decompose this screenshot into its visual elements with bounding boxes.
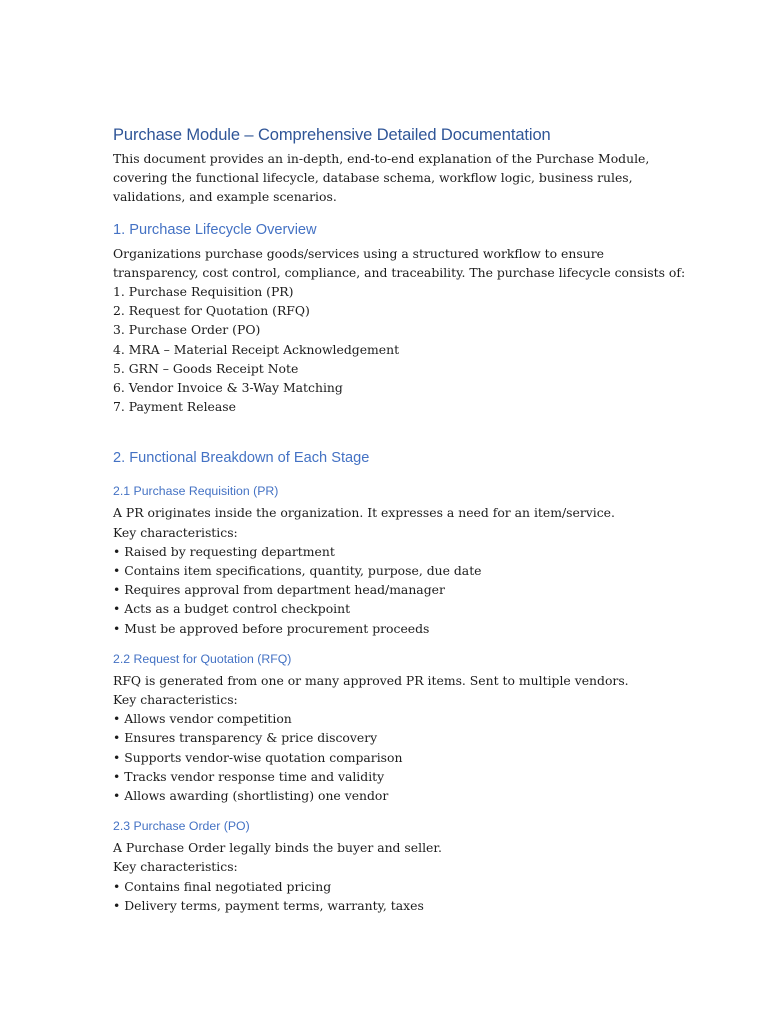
lifecycle-body: [113, 244, 686, 417]
list-item: 4. MRA – Material Receipt Acknowledgement: [113, 341, 400, 357]
bullet-item: • Must be approved before procurement proceeds: [113, 620, 430, 636]
bullet-item: • Delivery terms, payment terms, warranty, taxes: [113, 897, 424, 913]
list-item: 7. Payment Release: [113, 399, 236, 415]
intro-line: This document provides an in-depth, end-to-end explanation of the Purchase Module,: [113, 151, 650, 166]
bullet-item: • Contains item specifications, quantity, purpose, due date: [113, 563, 482, 579]
section-heading-lifecycle: 1. Purchase Lifecycle Overview: [113, 221, 317, 238]
list-item: 3. Purchase Order (PO): [113, 322, 261, 338]
body-line: A PR originates inside the organization. It expresses a need for an item/service.: [113, 505, 615, 521]
bullet-item: • Contains final negotiated pricing: [113, 878, 332, 894]
bullet-item: • Ensures transparency & price discovery: [113, 730, 378, 746]
bullet-item: • Tracks vendor response time and validity: [113, 768, 385, 784]
list-item: 6. Vendor Invoice & 3-Way Matching: [113, 380, 343, 396]
subsection-heading-rfq: 2.2 Request for Quotation (RFQ): [113, 651, 292, 666]
bullet-item: • Requires approval from department head/manager: [113, 582, 445, 598]
document-title: Purchase Module – Comprehensive Detailed Documentation: [113, 126, 551, 144]
section-heading-functional-breakdown: 2. Functional Breakdown of Each Stage: [113, 450, 370, 467]
bullet-item: • Raised by requesting department: [113, 543, 335, 559]
intro-paragraph: [113, 149, 673, 207]
bullet-item: • Supports vendor-wise quotation comparison: [113, 749, 403, 765]
body-line: RFQ is generated from one or many approved PR items. Sent to multiple vendors.: [113, 672, 629, 688]
intro-line: covering the functional lifecycle, database schema, workflow logic, business rules,: [113, 170, 633, 186]
subsection-heading-pr: 2.1 Purchase Requisition (PR): [113, 484, 279, 499]
body-line: transparency, cost control, compliance, and traceability. The purchase lifecycle consists of:: [113, 264, 686, 280]
list-item: 2. Request for Quotation (RFQ): [113, 303, 310, 319]
document-page: [113, 124, 686, 915]
body-line: Key characteristics:: [113, 524, 238, 540]
body-line: A Purchase Order legally binds the buyer and seller.: [113, 840, 442, 856]
body-line: Organizations purchase goods/services using a structured workflow to ensure: [113, 245, 604, 261]
intro-line: validations, and example scenarios.: [113, 189, 337, 205]
list-item: 1. Purchase Requisition (PR): [113, 284, 294, 300]
bullet-item: • Allows vendor competition: [113, 711, 292, 727]
subsection-heading-po: 2.3 Purchase Order (PO): [113, 819, 250, 834]
bullet-item: • Acts as a budget control checkpoint: [113, 601, 351, 617]
rfq-body: [113, 671, 673, 805]
body-line: Key characteristics:: [113, 692, 238, 708]
bullet-item: • Allows awarding (shortlisting) one vendor: [113, 788, 389, 804]
body-line: Key characteristics:: [113, 859, 238, 875]
list-item: 5. GRN – Goods Receipt Note: [113, 360, 299, 376]
pr-body: [113, 503, 673, 637]
po-body: [113, 838, 673, 915]
